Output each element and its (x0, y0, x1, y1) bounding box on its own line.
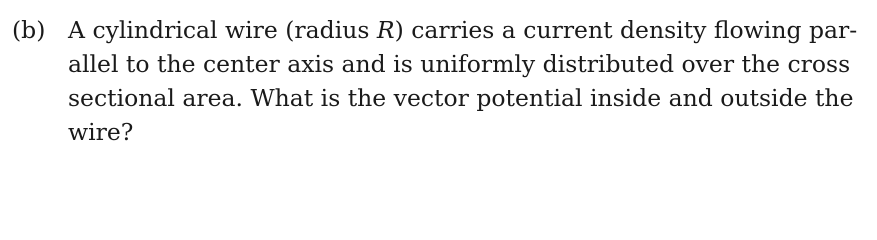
radius-variable: R (376, 16, 395, 44)
text-line-4: wire? (68, 118, 134, 146)
text-segment: A cylindrical wire (radius (68, 16, 377, 44)
problem-label: (b) (12, 16, 46, 44)
text-segment: ) carries a current density flowing par- (394, 16, 858, 44)
text-line-3: sectional area. What is the vector potential inside and outside the (68, 84, 854, 112)
text-line-1 (68, 13, 857, 47)
text-line-2: allel to the center axis and is uniformly distributed over the cross (68, 50, 851, 78)
